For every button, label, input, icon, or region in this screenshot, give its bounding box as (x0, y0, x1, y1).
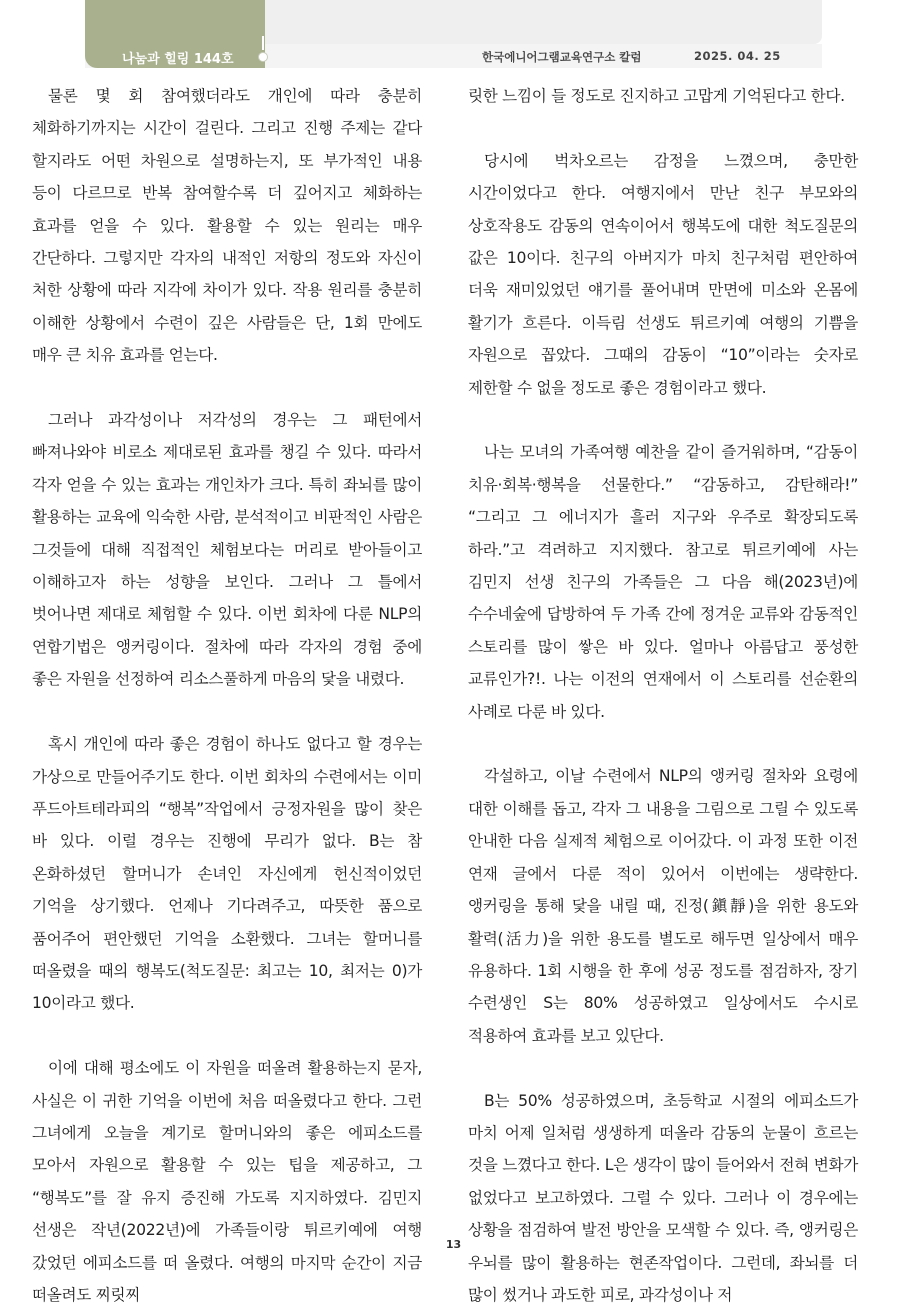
paragraph: 릿한 느낌이 들 정도로 진지하고 고맙게 기억된다고 한다. (468, 87, 845, 105)
header-divider (262, 36, 264, 50)
paragraph: 혹시 개인에 따라 좋은 경험이 하나도 없다고 할 경우는 가상으로 만들어주기도 한다. 이번 회차의 수련에서는 이미 푸드아트테라피의 “행복”작업에서 긍정자원을 많이 찾은 바 있다. 이럴 경우는 진행에 무리가 없다. B는 참 온화하셨던 할머니가 손녀인 자신에게 헌신적이었던 기억을 상기했다. 언제나 기다려주고, 따뜻한 품으로 품어주어 편안했던 기억을 소환했다. 그녀는 할머니를 떠올렸을 때의 행복도(척도질문: 최고는 10, 최저는 0)가 10이라고 했다. (32, 735, 422, 1013)
paragraph: 물론 몇 회 참여했더라도 개인에 따라 충분히 체화하기까지는 시간이 걸린다. 그리고 진행 주제는 같다 할지라도 어떤 차원으로 설명하는지, 또 부가적인 내용 등이 다르므로 반복 참여할수록 더 깊어지고 체화하는 효과를 얻을 수 있다. 활용할 수 있는 원리는 매우 간단하다. 그렇지만 각자의 내적인 저항의 정도와 자신이 처한 상황에 따라 지각에 차이가 있다. 작용 원리를 충분히 이해한 상황에서 수련이 깊은 사람들은 단, 1회 만에도 매우 큰 치유 효과를 얻는다. (32, 87, 422, 365)
paragraph: 나는 모녀의 가족여행 예찬을 같이 즐거워하며, “감동이 치유·회복·행복을 선물한다.” “감동하고, 감탄해라!” “그리고 그 에너지가 흘러 지구와 우주로 확장되도록 하라.”고 격려하고 지지했다. 참고로 튀르키예에 사는 김민지 선생 친구의 가족들은 그 다음 해(2023년)에 수수네숲에 답방하여 두 가족 간에 정겨운 교류와 감동적인 스토리를 많이 쌓은 바 있다. 얼마나 아름답고 풍성한 교류인가?!. 나는 이전의 연재에서 이 스토리를 선순환의 사례로 다룬 바 있다. (468, 443, 858, 721)
paragraph: 그러나 과각성이나 저각성의 경우는 그 패턴에서 빠져나와야 비로소 제대로된 효과를 챙길 수 있다. 따라서 각자 얻을 수 있는 효과는 개인차가 크다. 특히 좌뇌를 많이 활용하는 교육에 익숙한 사람, 분석적이고 비판적인 사람은 그것들에 대해 직접적인 체험보다는 머리로 받아들이고 이해하고자 하는 성향을 보인다. 그러나 그 틀에서 벗어나면 제대로 체험할 수 있다. 이번 회차에 다룬 NLP의 연합기법은 앵커링이다. 절차에 따라 각자의 경험 중에 좋은 자원을 선정하여 리소스풀하게 마음의 닻을 내렸다. (32, 411, 422, 689)
right-column (468, 80, 858, 1311)
column-org: 한국에니어그램교육연구소 칼럼 (482, 50, 642, 64)
paragraph: 당시에 벅차오르는 감정을 느꼈으며, 충만한 시간이었다고 한다. 여행지에서 만난 친구 부모와의 상호작용도 감동의 연속이어서 행복도에 대한 척도질문의 값은 10이다. 친구의 아버지가 마치 친구처럼 편안하여 더욱 재미있었던 얘기를 풀어내며 만면에 미소와 온몸에 활기가 흐른다. 이득림 선생도 튀르키예 여행의 기쁨을 자원으로 꼽았다. 그때의 감동이 “10”이라는 숫자로 제한할 수 없을 정도로 좋은 경험이라고 했다. (468, 151, 858, 397)
header-dot (258, 52, 268, 62)
page-number: 13 (445, 1238, 462, 1251)
paragraph: 이에 대해 평소에도 이 자원을 떠올려 활용하는지 묻자, 사실은 이 귀한 기억을 이번에 처음 떠올렸다고 한다. 그런 그녀에게 오늘을 계기로 할머니와의 좋은 에피소드를 모아서 자원으로 활용할 수 있는 팁을 제공하고, 그 “행복도”를 잘 유지 증진해 가도록 지지하였다. 김민지 선생은 작년(2022년)에 가족들이랑 튀르키예에 여행 갔었던 에피소드를 떠 올렸다. 여행의 마지막 순간이 지금 떠올려도 찌릿찌 (32, 1059, 422, 1304)
paragraph: B는 50% 성공하였으며, 초등학교 시절의 에피소드가 마치 어제 일처럼 생생하게 떠올라 감동의 눈물이 흐르는 것을 느꼈다고 한다. L은 생각이 많이 들어와서 전혀 변화가 없었다고 보고하였다. 그럴 수 있다. 그러나 이 경우에는 상황을 점검하여 발전 방안을 모색할 수 있다. 즉, 앵커링은 우뇌를 많이 활용하는 현존작업이다. 그런데, 좌뇌를 더 많이 썼거나 과도한 피로, 과각성이나 저 (468, 1091, 858, 1304)
series-label: 나눔과 힐링 144호 (122, 52, 234, 67)
paragraph: 각설하고, 이날 수련에서 NLP의 앵커링 절차와 요령에 대한 이해를 돕고, 각자 그 내용을 그림으로 그릴 수 있도록 안내한 다음 실제적 체험으로 이어갔다. 이 과정 또한 이전 연재 글에서 다룬 적이 있어서 이번에는 생략한다. 앵커링을 통해 닻을 내릴 때, 진정(鎭靜)을 위한 용도와 활력(活力)을 위한 용도를 별도로 해두면 일상에서 매우 유용하다. 1회 시행을 한 후에 성공 정도를 점검하자, 장기 수련생인 S는 80% 성공하였고 일상에서도 수시로 적용하여 효과를 보고 있단다. (468, 767, 858, 1045)
column-date: 2025. 04. 25 (694, 49, 781, 63)
left-column (32, 80, 422, 1311)
